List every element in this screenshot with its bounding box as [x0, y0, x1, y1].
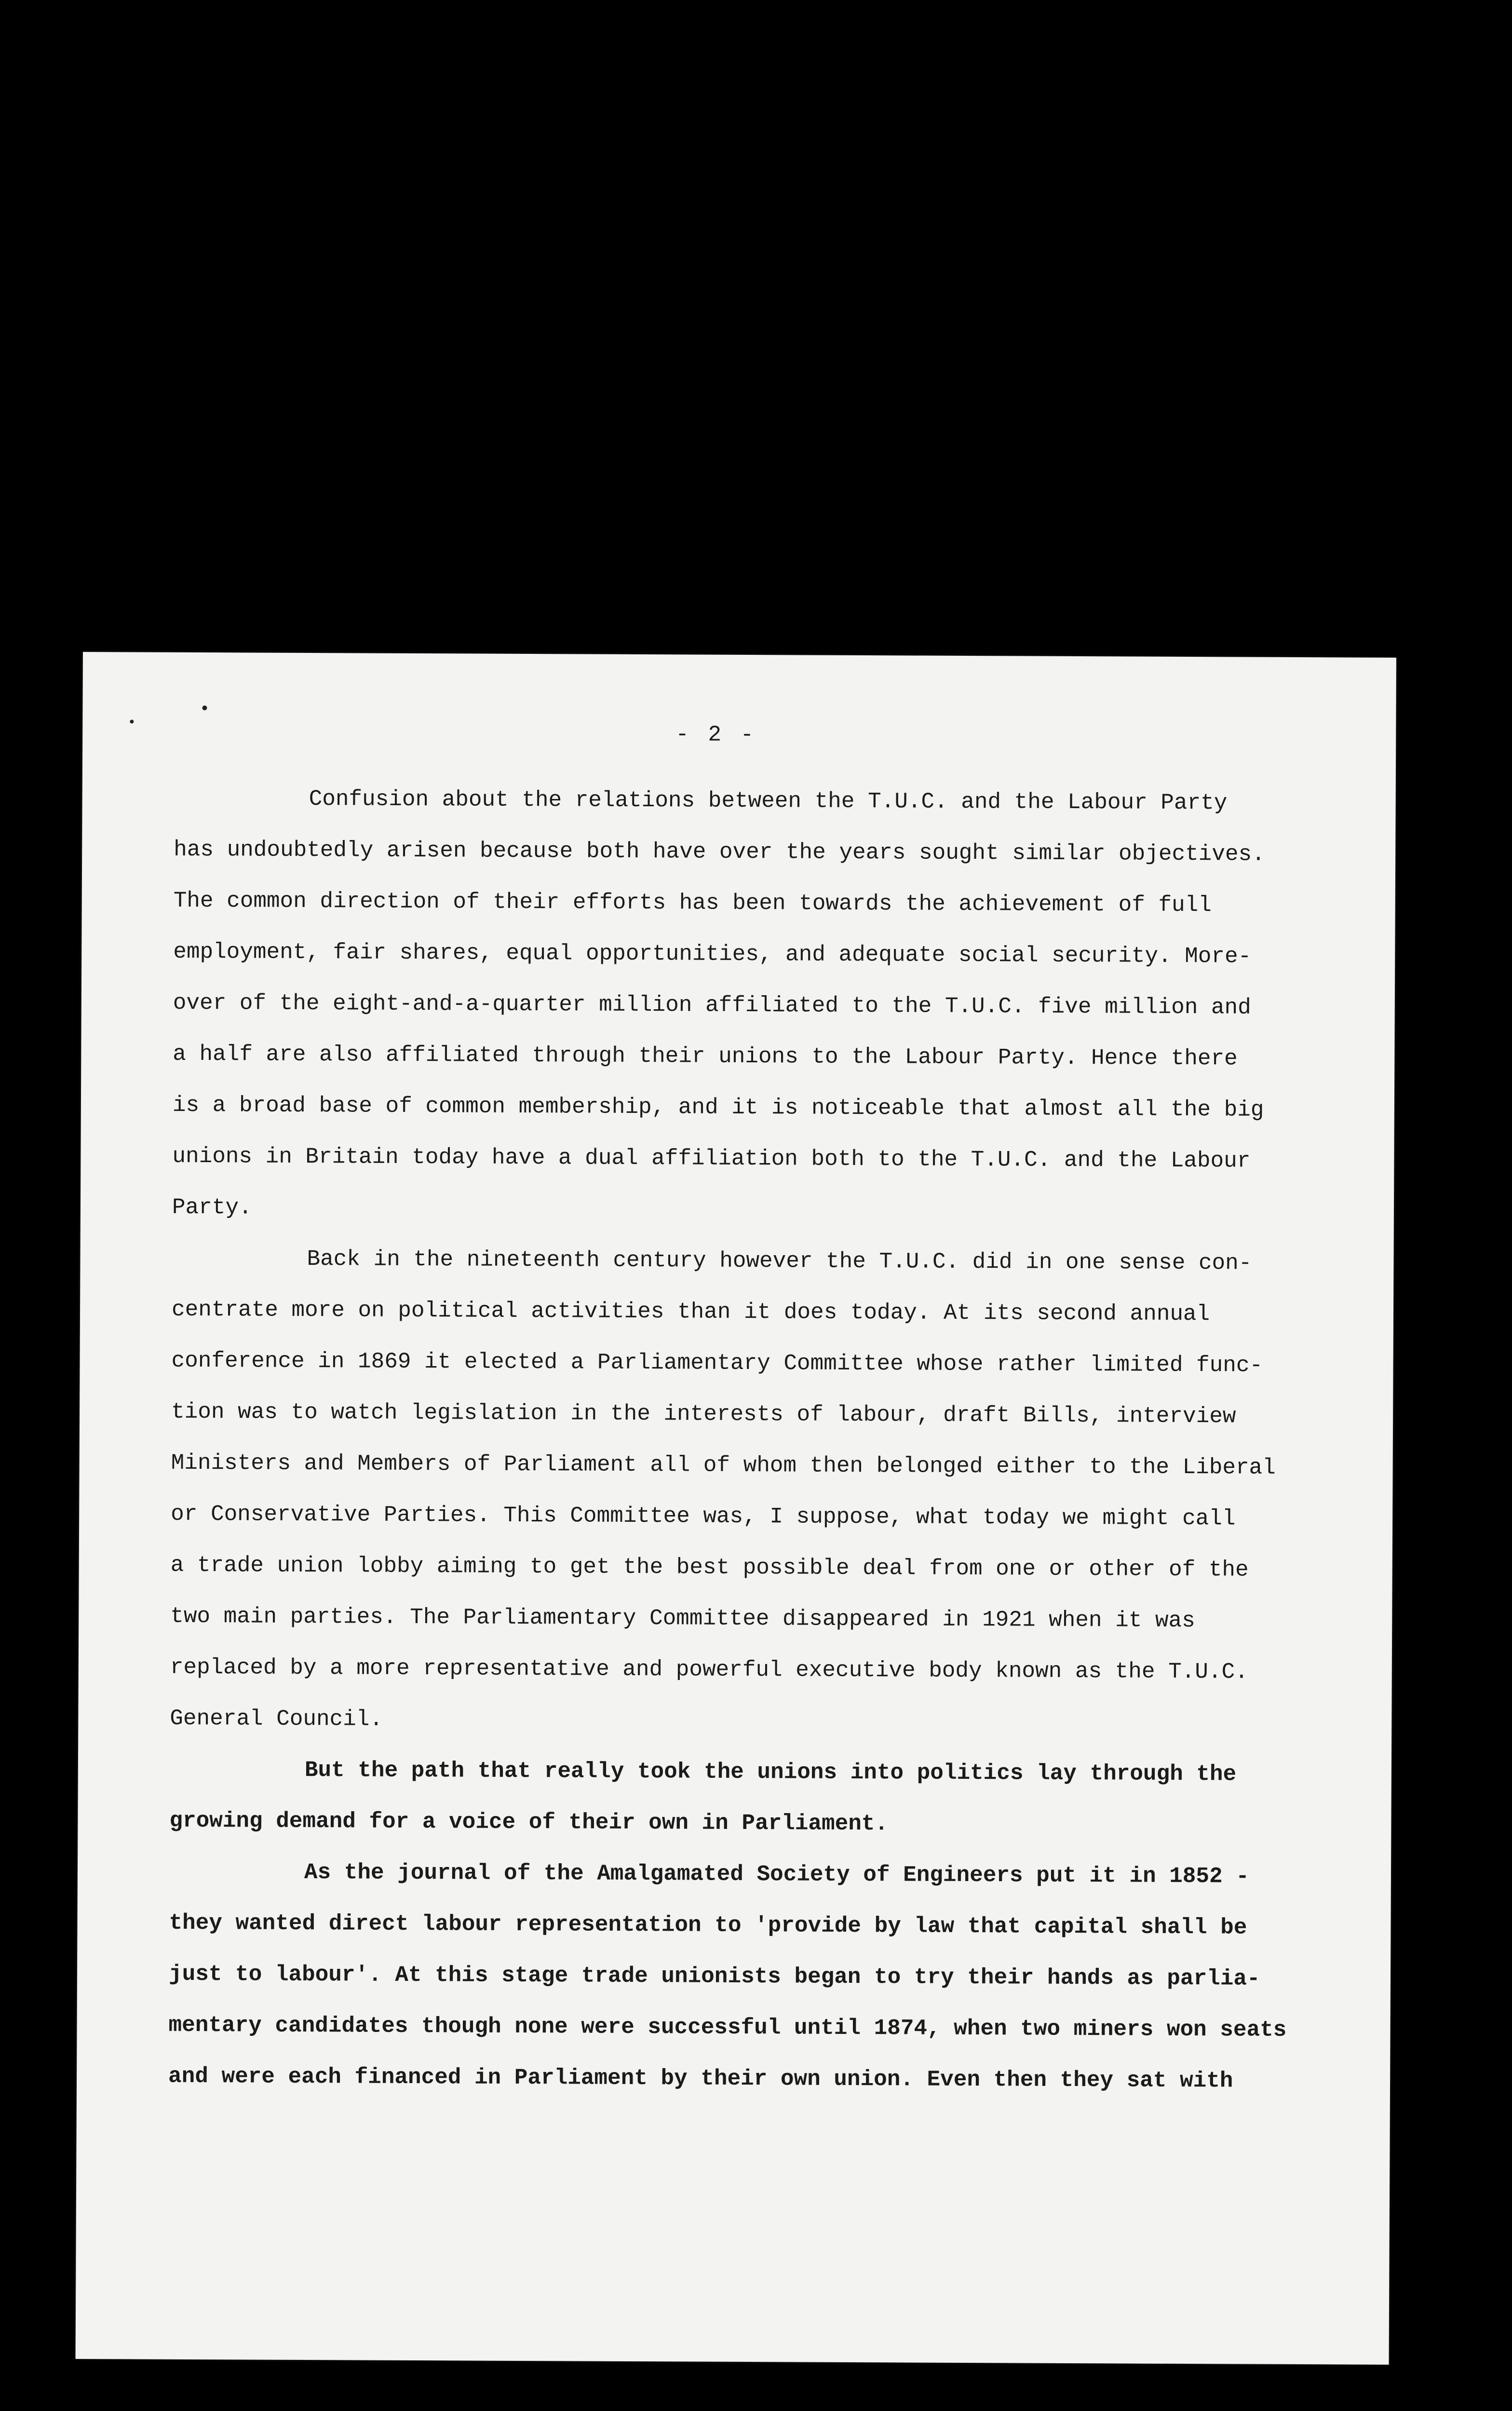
text-line: conference in 1869 it elected a Parliamentary Committee whose rather limited func- — [171, 1348, 1263, 1378]
text-line: Confusion about the relations between the T.U.C. and the Labour Party — [309, 786, 1228, 816]
document-page — [76, 652, 1396, 2365]
text-line: The common direction of their efforts has been towards the achievement of full — [173, 888, 1212, 918]
text-line: has undoubtedly arisen because both have over the years sought similar objectives. — [174, 837, 1265, 867]
text-line: centrate more on political activities than it does today. At its second annual — [171, 1297, 1210, 1327]
text-line: tion was to watch legislation in the interests of labour, draft Bills, interview — [171, 1399, 1236, 1429]
body-text — [168, 773, 1312, 2107]
text-line: and were each financed in Parliament by their own union. Even then they sat with — [168, 2063, 1233, 2094]
text-line: growing demand for a voice of their own in Parliament. — [169, 1808, 889, 1837]
text-line: just to labour'. At this stage trade unionists began to try their hands as parlia- — [168, 1961, 1260, 1991]
text-line: As the journal of the Amalgamated Society of Engineers put it in 1852 - — [304, 1860, 1249, 1889]
text-line: Ministers and Members of Parliament all of whom then belonged either to the Liberal — [171, 1450, 1276, 1480]
text-line: unions in Britain today have a dual affiliation both to the T.U.C. and the Labour — [172, 1143, 1251, 1174]
text-line: a half are also affiliated through their unions to the Labour Party. Hence there — [173, 1041, 1238, 1071]
text-line: But the path that really took the unions into politics lay through the — [304, 1758, 1237, 1787]
text-line: over of the eight-and-a-quarter million affiliated to the T.U.C. five million and — [173, 990, 1251, 1020]
page-number: - 2 - — [675, 722, 757, 748]
text-line: or Conservative Parties. This Committee was, I suppose, what today we might call — [171, 1501, 1236, 1531]
dust-speck — [130, 719, 134, 723]
dust-speck — [202, 705, 207, 710]
text-line: replaced by a more representative and powerful executive body known as the T.U.C. — [170, 1654, 1248, 1685]
text-line: is a broad base of common membership, and it is noticeable that almost all the big — [172, 1092, 1264, 1123]
text-line: two main parties. The Parliamentary Committee disappeared in 1921 when it was — [170, 1603, 1195, 1634]
text-line: a trade union lobby aiming to get the best possible deal from one or other of the — [170, 1552, 1249, 1583]
text-line: employment, fair shares, equal opportunities, and adequate social security. More- — [173, 939, 1252, 969]
text-line: Party. — [172, 1194, 252, 1220]
text-line: they wanted direct labour representation to 'provide by law that capital shall be — [169, 1910, 1247, 1940]
text-line: Back in the nineteenth century however the T.U.C. did in one sense con- — [307, 1246, 1252, 1276]
text-line: mentary candidates though none were successful until 1874, when two miners won seats — [168, 2012, 1287, 2043]
text-line: General Council. — [170, 1706, 383, 1732]
